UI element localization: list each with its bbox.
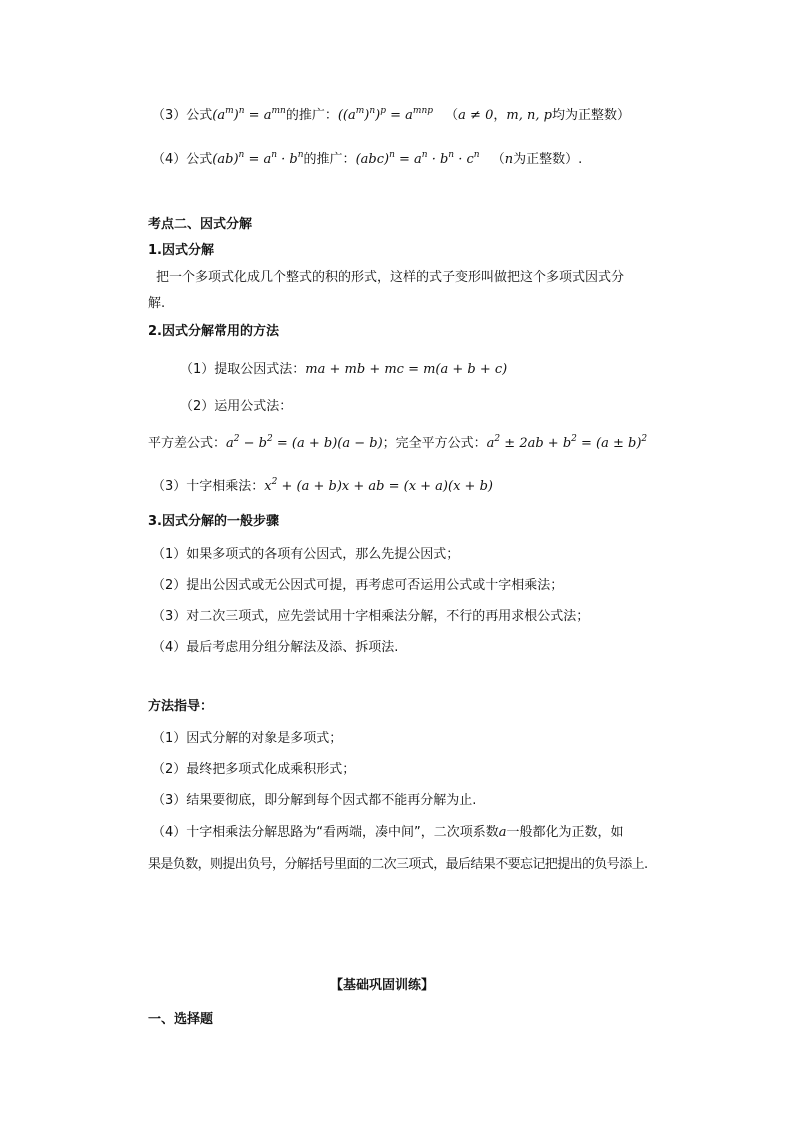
method-1	[180, 360, 507, 380]
item-number: （3）	[152, 108, 187, 123]
product-power-extension: $(abc)^n = a^n \cdot b^n \cdot c^n$	[355, 149, 480, 167]
guide-item-1: （1）因式分解的对象是多项式；	[152, 731, 343, 746]
step-1: （1）如果多项式的各项有公因式，那么先提公因式；	[152, 547, 460, 562]
coefficient-var: a	[498, 825, 507, 840]
cross-multiplication-formula: $x^2 + (a + b)x$ + ab = (x + a)(x + b)	[264, 476, 493, 494]
guide-item-3: （3）结果要彻底，即分解到每个因式都不能再分解为止.	[152, 793, 477, 808]
step-2: （2）提出公因式或无公因式可提，再考虑可否运用公式或十字相乘法；	[152, 578, 564, 593]
heading-steps: 3.因式分解的一般步骤	[148, 514, 279, 529]
guide-item-4-line-2: 果是负数，则提出负号，分解括号里面的二次三项式，最后结果不要忘记把提出的负号添上.	[148, 857, 648, 872]
definition-line-2: 解.	[148, 296, 166, 311]
formula-methods-line	[148, 434, 647, 454]
step-3: （3）对二次三项式，应先尝试用十字相乘法分解，不行的再用求根公式法；	[152, 609, 590, 624]
condition-tail: 为正整数）.	[513, 152, 583, 167]
method-label: 十字相乘法：	[186, 479, 265, 494]
heading-methods: 2.因式分解常用的方法	[148, 324, 279, 339]
definition-line-1: 把一个多项式化成几个整式的积的形式，这样的式子变形叫做把这个多项式因式分	[156, 270, 625, 285]
perfect-square-label: ；完全平方公式：	[382, 436, 487, 451]
formula-lead: 公式	[186, 152, 213, 167]
condition-a: a ≠ 0	[458, 108, 494, 123]
condition-var: n	[504, 152, 514, 167]
formula-item-4	[152, 150, 582, 170]
common-factor-formula: ma + mb + mc = m(a + b + c)	[305, 362, 508, 377]
power-rule-formula: $(a^m)^n = a^{mn}$	[212, 105, 286, 123]
method-number: （2）	[180, 399, 215, 414]
product-power-formula: $(ab)^n = a^n \cdot b^n$	[212, 149, 304, 167]
diff-squares-label: 平方差公式：	[148, 436, 227, 451]
method-label: 提取公因式法：	[214, 362, 306, 377]
formula-lead: 公式	[186, 108, 213, 123]
step-4: （4）最后考虑用分组分解法及添、拆项法.	[152, 640, 399, 655]
method-3	[152, 477, 493, 497]
condition-vars: m, n, p	[506, 108, 552, 123]
choice-questions-heading: 一、选择题	[148, 1012, 214, 1027]
perfect-square-formula: $a^2 \pm 2ab + b^2 = (a \pm b)^2$	[486, 433, 648, 451]
item-number: （4）	[152, 152, 187, 167]
guide-title: 方法指导：	[148, 699, 214, 714]
training-title: 【基础巩固训练】	[330, 978, 435, 993]
guide-item-4-line-1: （4）十字相乘法分解思路为“看两端，凑中间”，二次项系数a一般都化为正数，如	[152, 825, 624, 840]
formula-item-3	[152, 106, 630, 126]
condition-tail: 均为正整数）	[551, 108, 630, 123]
formula-mid: 的推广：	[285, 108, 338, 123]
diff-squares-formula: $a^2 - b^2 = (a + b)(a - b)$	[226, 433, 383, 451]
method-2	[180, 397, 292, 417]
method-number: （3）	[152, 479, 187, 494]
formula-mid: 的推广：	[303, 152, 356, 167]
method-number: （1）	[180, 362, 215, 377]
power-rule-extension: $((a^m)^n)^p = a^{mnp}$	[337, 105, 434, 123]
guide-item-2: （2）最终把多项式化成乘积形式；	[152, 762, 356, 777]
condition-open: （	[445, 108, 459, 123]
method-label: 运用公式法：	[214, 399, 293, 414]
heading-factorization: 1.因式分解	[148, 243, 214, 258]
section-title: 考点二、因式分解	[148, 217, 253, 232]
condition-open: （	[491, 152, 505, 167]
condition-sep: ，	[493, 108, 507, 123]
